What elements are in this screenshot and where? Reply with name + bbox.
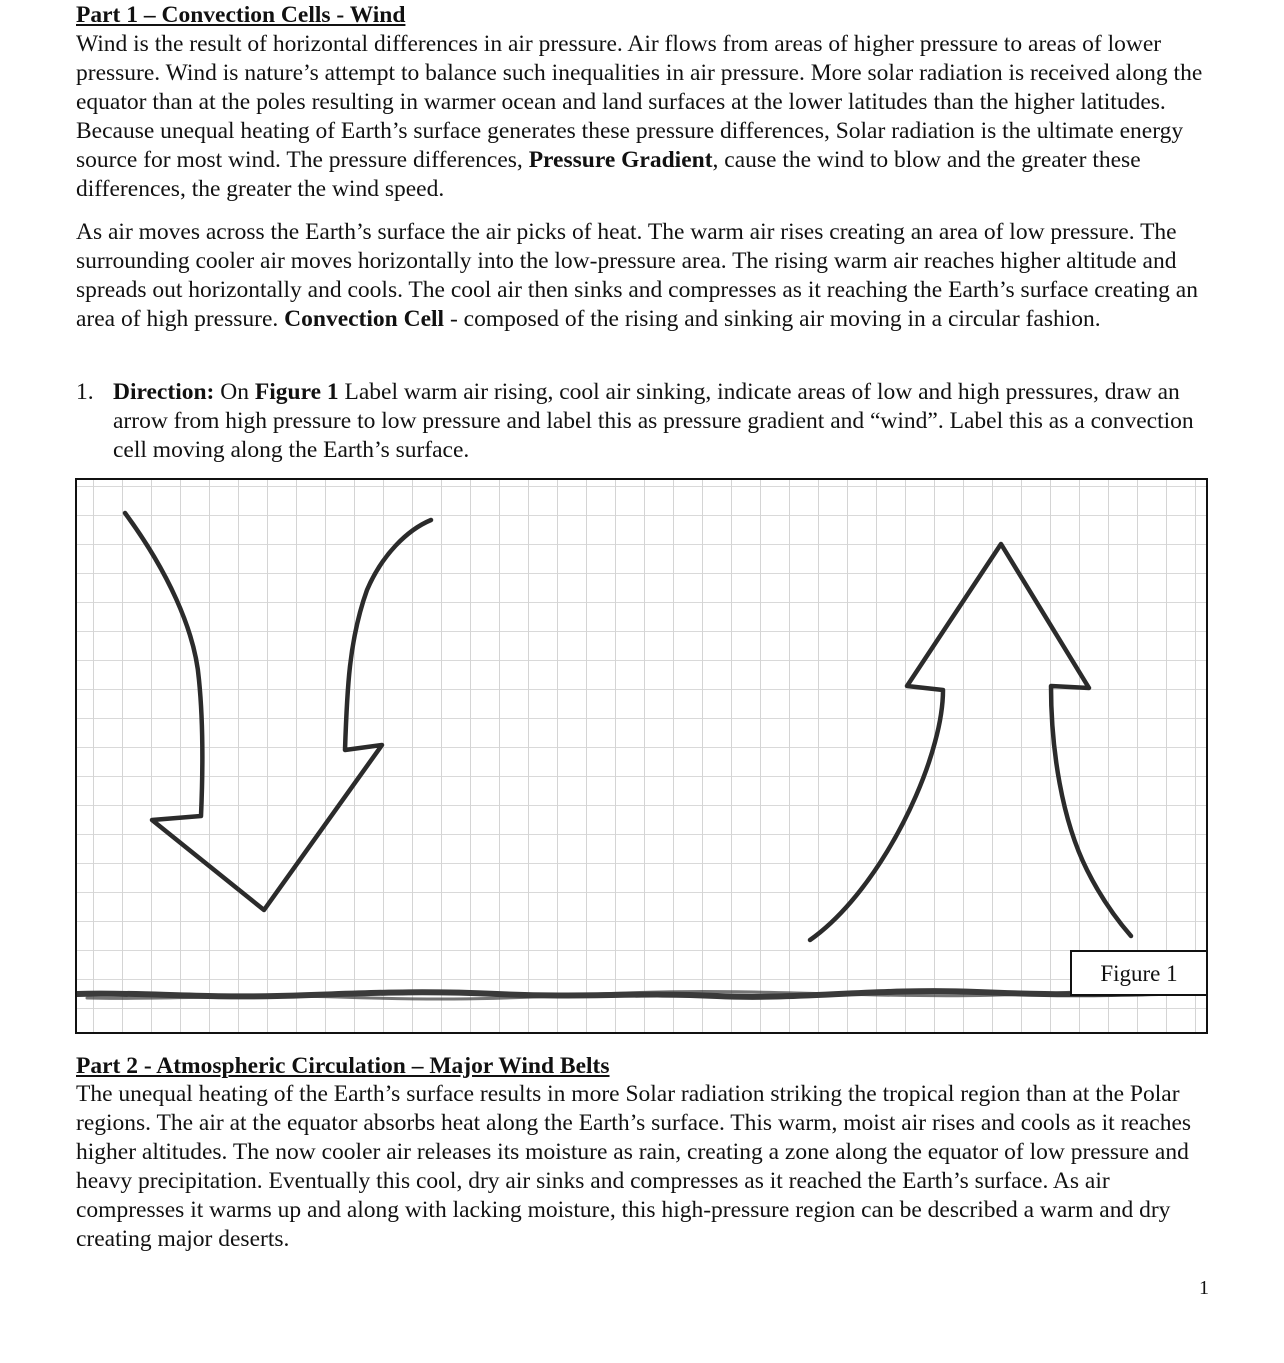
- text: - composed of the rising and sinking air moving in a circular fashion.: [444, 306, 1101, 332]
- figure-1-convection-diagram: [75, 478, 1208, 1034]
- text: Label warm air rising, cool air sinking, indicate areas of low and high pressures, draw an arrow from high pressure to low pressure and label this as pressure gradient and “wind”. Label this as a convection cell moving along the Earth’s surface.: [113, 379, 1194, 463]
- figure-1-label: Figure 1: [1070, 950, 1206, 996]
- part2-paragraph: The unequal heating of the Earth’s surface results in more Solar radiation striking the tropical region than at the Polar regions. The air at the equator absorbs heat along the Earth’s surface. This warm, moist air rises and cools as it reaches higher altitudes. The now cooler air releases its moisture as rain, creating a zone along the equator of low pressure and heavy precipitation. Eventually this cool, dry air sinks and compresses as it reached the Earth’s surface. As air compresses it warms up and along with lacking moisture, this high-pressure region can be described a warm and dry creating major deserts.: [76, 1081, 1192, 1252]
- cool-air-sinking-arrow-icon: [125, 513, 431, 910]
- text: On: [214, 379, 255, 405]
- direction-label: Direction:: [113, 379, 215, 405]
- text: , cause the wind to blow and the greater these differences, the greater the wind speed.: [76, 147, 1141, 202]
- earth-surface-line: [77, 991, 1208, 999]
- warm-air-rising-arrow-icon: [810, 544, 1131, 940]
- question-1: [76, 378, 1216, 465]
- text: Wind is the result of horizontal differences in air pressure. Air flows from areas of higher pressure to areas of lower pressure. Wind is nature’s attempt to balance such inequalities in air pressure. More solar radiation is received along the equator than at the poles resulting in warmer ocean and land surfaces at the lower latitudes than the higher latitudes. Because unequal heating of Earth’s surface generates these pressure differences, Solar radiation is the ultimate energy source for most wind. The pressure differences,: [76, 31, 1203, 173]
- figure-1-drawing: [77, 480, 1208, 1034]
- question-number: 1.: [76, 379, 94, 405]
- part1-paragraph-wind: [76, 30, 1216, 204]
- text: As air moves across the Earth’s surface the air picks of heat. The warm air rises creating an area of low pressure. The surrounding cooler air moves horizontally into the low-pressure area. The rising warm air reaches higher altitude and spreads out horizontally and cools. The cool air then sinks and compresses as it reaching the Earth’s surface creating an area of high pressure.: [76, 219, 1198, 332]
- figure-reference: Figure 1: [254, 379, 339, 405]
- page-number: 1: [1199, 1277, 1209, 1299]
- part1-paragraph-convection: [76, 218, 1216, 334]
- term-convection-cell: Convection Cell: [284, 306, 445, 332]
- term-pressure-gradient: Pressure Gradient: [528, 147, 713, 173]
- part1-heading: Part 1 – Convection Cells - Wind: [76, 2, 406, 28]
- part2-heading: Part 2 - Atmospheric Circulation – Major Wind Belts: [76, 1053, 610, 1079]
- question-text: [113, 378, 1216, 465]
